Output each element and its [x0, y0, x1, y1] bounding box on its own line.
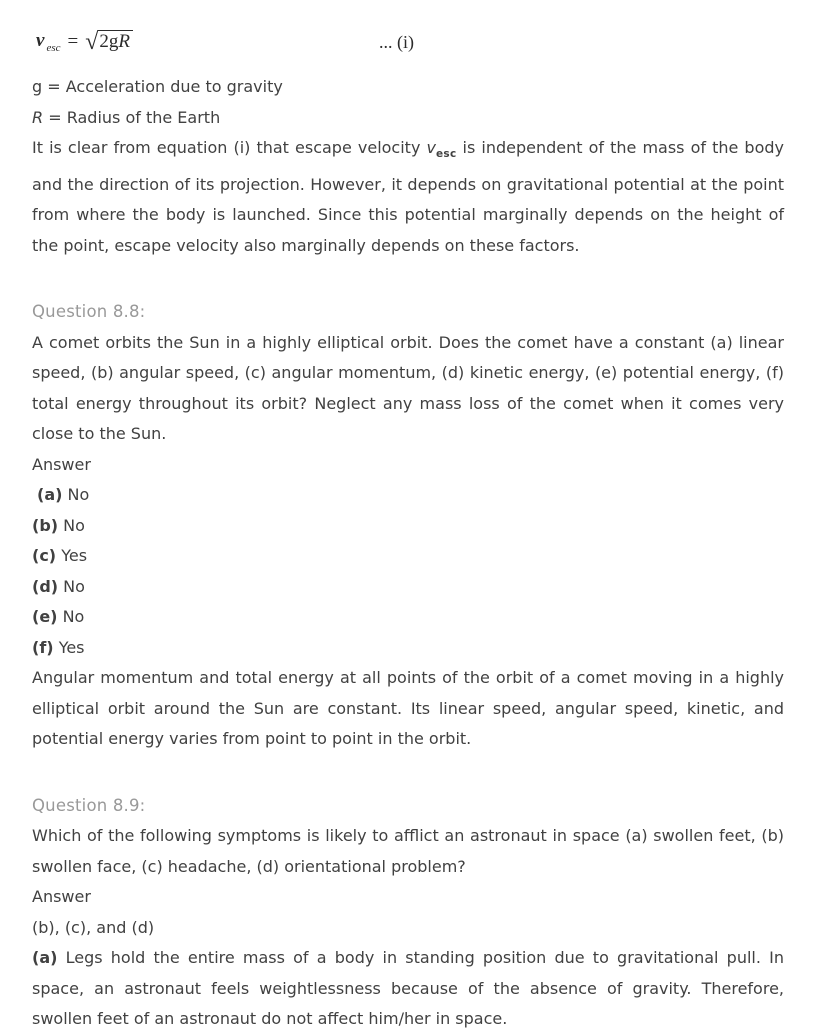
intro-text-after: is independent of the mass of the body and the direction of its projection. However, it depends on gravitational potential at the point from where the body is launched. Since this potential marginally depends on the height of the point, escape velocity also marginally depends on these factors.: [32, 138, 784, 255]
equation-radicand: [98, 30, 133, 54]
question-8-9-answer-value: (b), (c), and (d): [32, 917, 155, 937]
question-8-9-heading: Question 8.9:: [32, 795, 146, 815]
question-8-9-answer-label: Answer: [32, 887, 91, 907]
answer-row-e: [32, 602, 784, 633]
explanation-option-label: (a): [32, 948, 58, 968]
definition-g: [32, 72, 784, 103]
answer-row-c: [32, 541, 784, 572]
vesc-inline-variable: v: [426, 138, 436, 157]
answer-option-label: (f): [32, 637, 54, 657]
answer-option-value: No: [67, 485, 90, 505]
escape-velocity-equation: [36, 22, 784, 62]
answer-option-value: Yes: [58, 637, 85, 657]
definition-g-text: = Acceleration due to gravity: [47, 77, 283, 96]
answer-row-a: [32, 480, 784, 511]
equation-number: ... (i): [378, 31, 414, 52]
intro-text-before: It is clear from equation (i) that escape velocity: [32, 138, 427, 157]
question-8-9-explanation: [32, 943, 784, 1035]
question-8-8-text: A comet orbits the Sun in a highly elliptical orbit. Does the comet have a constant (a) linear speed, (b) angular speed, (c) angular momentum, (d) kinetic energy, (e) potential energy, (f) total energy throughout its orbit? Neglect any mass loss of the comet when it comes very close to the Sun.: [32, 332, 784, 444]
answer-option-label: (c): [32, 546, 57, 566]
radicand-italic: R: [118, 31, 130, 53]
answer-option-label: (b): [32, 515, 59, 535]
equals-sign: =: [67, 31, 79, 52]
question-8-8-explanation: Angular momentum and total energy at all points of the orbit of a comet moving in a highly elliptical orbit around the Sun are constant. Its linear speed, angular speed, kinetic, and potential energy varies from point to point in the orbit.: [32, 668, 784, 749]
answer-option-value: No: [62, 607, 85, 627]
answer-option-value: Yes: [61, 546, 88, 566]
radicand-upright: 2g: [99, 31, 119, 53]
answer-row-d: [32, 572, 784, 603]
sqrt-radical-icon: √: [85, 29, 99, 55]
question-8-8-heading: Question 8.8:: [32, 302, 146, 322]
definition-r-symbol: R: [32, 107, 44, 127]
equation-variable: v: [36, 30, 45, 52]
equation-lhs: [36, 30, 60, 54]
question-8-8-answers-list: [32, 480, 784, 663]
explanation-text: Legs hold the entire mass of a body in standing position due to gravitational pull. In space, an astronaut feels weightlessness because of the absence of gravity. Therefore, swollen feet of an astronaut do not affect him/her in space.: [32, 948, 784, 1029]
intro-paragraph: [32, 133, 784, 261]
equation-subscript: esc: [46, 41, 61, 54]
definition-r: [32, 103, 784, 134]
question-8-9-text: Which of the following symptoms is likely to afflict an astronaut in space (a) swollen feet, (b) swollen face, (c) headache, (d) orientational problem?: [32, 826, 784, 876]
answer-option-label: (d): [32, 576, 59, 596]
answer-row-f: [32, 633, 784, 664]
answer-option-label: (a): [37, 485, 63, 505]
definition-g-symbol: g: [32, 77, 43, 96]
question-8-8-answer-label: Answer: [32, 454, 91, 474]
answer-option-value: No: [63, 576, 85, 596]
answer-row-b: [32, 511, 784, 542]
answer-option-value: No: [63, 515, 85, 535]
definition-r-text: = Radius of the Earth: [48, 107, 221, 127]
vesc-inline-subscript: esc: [435, 148, 457, 161]
answer-option-label: (e): [32, 607, 58, 627]
